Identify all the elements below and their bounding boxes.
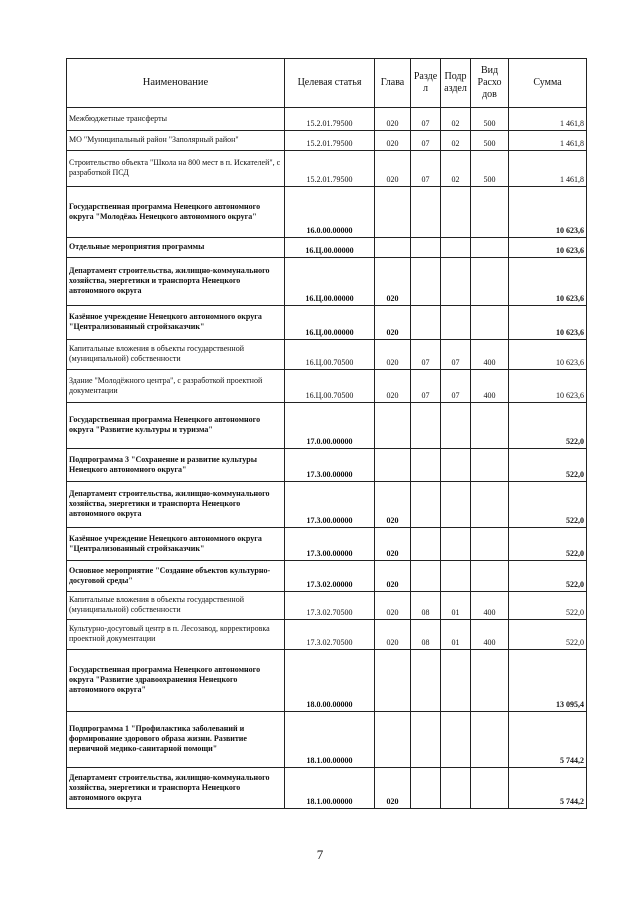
cell-sum: 5 744,2: [509, 768, 587, 809]
cell-subsection: [441, 712, 471, 768]
cell-code: 15.2.01.79500: [285, 151, 375, 187]
cell-section: [411, 712, 441, 768]
cell-subsection: [441, 238, 471, 258]
cell-chapter: [375, 449, 411, 482]
cell-expense-type: 400: [471, 620, 509, 650]
header-chapter: Глава: [375, 59, 411, 108]
table-row: [67, 151, 587, 187]
cell-subsection: [441, 768, 471, 809]
cell-section: 08: [411, 620, 441, 650]
cell-chapter: 020: [375, 131, 411, 151]
cell-code: 16.Ц.00.70500: [285, 340, 375, 370]
cell-sum: 13 095,4: [509, 650, 587, 712]
cell-section: 08: [411, 592, 441, 620]
cell-sum: 1 461,8: [509, 151, 587, 187]
cell-section: [411, 449, 441, 482]
cell-subsection: 01: [441, 620, 471, 650]
cell-code: 15.2.01.79500: [285, 108, 375, 131]
table-row: [67, 370, 587, 403]
cell-name: Казённое учреждение Ненецкого автономного округа "Централизованный стройзаказчик": [67, 306, 285, 340]
cell-expense-type: [471, 650, 509, 712]
cell-name: Государственная программа Ненецкого автономного округа "Развитие здравоохранения Ненецкого автономного округа": [67, 650, 285, 712]
table-header-row: [67, 59, 587, 108]
table-row: [67, 340, 587, 370]
page-number: 7: [316, 847, 324, 862]
cell-subsection: 02: [441, 108, 471, 131]
cell-name: Здание "Молодёжного центра", с разработкой проектной документации: [67, 370, 285, 403]
table-row: [67, 131, 587, 151]
cell-code: 18.1.00.00000: [285, 768, 375, 809]
cell-section: [411, 403, 441, 449]
cell-chapter: 020: [375, 768, 411, 809]
cell-sum: 10 623,6: [509, 238, 587, 258]
cell-sum: 10 623,6: [509, 258, 587, 306]
table-row: [67, 482, 587, 528]
cell-subsection: [441, 306, 471, 340]
cell-code: 17.3.02.70500: [285, 620, 375, 650]
cell-chapter: [375, 403, 411, 449]
cell-subsection: [441, 187, 471, 238]
cell-section: 07: [411, 340, 441, 370]
header-code: Целевая статья: [285, 59, 375, 108]
cell-subsection: [441, 561, 471, 592]
table-row: [67, 768, 587, 809]
cell-chapter: 020: [375, 528, 411, 561]
cell-code: 17.3.02.70500: [285, 592, 375, 620]
cell-sum: 522,0: [509, 592, 587, 620]
cell-subsection: 01: [441, 592, 471, 620]
cell-expense-type: [471, 449, 509, 482]
cell-name: Подпрограмма 3 "Сохранение и развитие культуры Ненецкого автономного округа": [67, 449, 285, 482]
header-name: Наименование: [67, 59, 285, 108]
table-row: [67, 528, 587, 561]
table-row: [67, 187, 587, 238]
cell-expense-type: 500: [471, 108, 509, 131]
cell-expense-type: [471, 528, 509, 561]
cell-code: 16.Ц.00.00000: [285, 238, 375, 258]
cell-sum: 522,0: [509, 482, 587, 528]
cell-section: [411, 482, 441, 528]
cell-code: 16.0.00.00000: [285, 187, 375, 238]
cell-sum: 522,0: [509, 561, 587, 592]
cell-section: [411, 258, 441, 306]
cell-chapter: 020: [375, 151, 411, 187]
cell-name: Межбюджетные трансферты: [67, 108, 285, 131]
cell-section: 07: [411, 108, 441, 131]
budget-table: [66, 58, 587, 809]
cell-name: Отдельные мероприятия программы: [67, 238, 285, 258]
cell-section: [411, 306, 441, 340]
cell-code: 17.0.00.00000: [285, 403, 375, 449]
cell-sum: 522,0: [509, 403, 587, 449]
cell-name: Капитальные вложения в объекты государственной (муниципальной) собственности: [67, 592, 285, 620]
cell-expense-type: 400: [471, 340, 509, 370]
cell-chapter: 020: [375, 340, 411, 370]
cell-chapter: 020: [375, 561, 411, 592]
cell-name: Культурно-досуговый центр в п. Лесозавод, корректировка проектной документации: [67, 620, 285, 650]
cell-section: [411, 187, 441, 238]
cell-section: 07: [411, 370, 441, 403]
cell-sum: 522,0: [509, 528, 587, 561]
table-row: [67, 592, 587, 620]
cell-expense-type: [471, 258, 509, 306]
cell-sum: 1 461,8: [509, 131, 587, 151]
cell-chapter: [375, 187, 411, 238]
cell-name: Департамент строительства, жилищно-коммунального хозяйства, энергетики и транспорта Ненецкого автономного округа: [67, 258, 285, 306]
cell-expense-type: [471, 482, 509, 528]
cell-expense-type: [471, 306, 509, 340]
cell-expense-type: 400: [471, 592, 509, 620]
cell-name: Государственная программа Ненецкого автономного округа "Молодёжь Ненецкого автономного округа": [67, 187, 285, 238]
cell-expense-type: [471, 403, 509, 449]
cell-sum: 10 623,6: [509, 370, 587, 403]
cell-name: Казённое учреждение Ненецкого автономного округа "Централизованный стройзаказчик": [67, 528, 285, 561]
table-row: [67, 650, 587, 712]
cell-subsection: [441, 482, 471, 528]
cell-sum: 10 623,6: [509, 306, 587, 340]
cell-subsection: 07: [441, 340, 471, 370]
table-row: [67, 403, 587, 449]
cell-name: Государственная программа Ненецкого автономного округа "Развитие культуры и туризма": [67, 403, 285, 449]
cell-name: Департамент строительства, жилищно-коммунального хозяйства, энергетики и транспорта Ненецкого автономного округа: [67, 768, 285, 809]
cell-subsection: [441, 449, 471, 482]
table-row: [67, 258, 587, 306]
cell-expense-type: [471, 768, 509, 809]
table-row: [67, 712, 587, 768]
cell-code: 17.3.00.00000: [285, 449, 375, 482]
cell-code: 17.3.02.00000: [285, 561, 375, 592]
cell-subsection: 02: [441, 131, 471, 151]
cell-expense-type: 500: [471, 131, 509, 151]
cell-expense-type: 500: [471, 151, 509, 187]
cell-sum: 522,0: [509, 620, 587, 650]
cell-code: 17.3.00.00000: [285, 528, 375, 561]
cell-name: Основное мероприятие "Создание объектов культурно-досуговой среды": [67, 561, 285, 592]
header-subsection: Подр аздел: [441, 59, 471, 108]
table-row: [67, 238, 587, 258]
cell-name: Строительство объекта "Школа на 800 мест в п. Искателей", с разработкой ПСД: [67, 151, 285, 187]
cell-chapter: 020: [375, 482, 411, 528]
cell-chapter: 020: [375, 306, 411, 340]
cell-chapter: [375, 712, 411, 768]
cell-section: [411, 561, 441, 592]
cell-subsection: 02: [441, 151, 471, 187]
cell-chapter: 020: [375, 258, 411, 306]
cell-section: 07: [411, 131, 441, 151]
cell-subsection: [441, 403, 471, 449]
cell-section: [411, 528, 441, 561]
cell-sum: 5 744,2: [509, 712, 587, 768]
cell-sum: 10 623,6: [509, 340, 587, 370]
table-row: [67, 306, 587, 340]
cell-chapter: [375, 238, 411, 258]
cell-chapter: 020: [375, 620, 411, 650]
cell-code: 17.3.00.00000: [285, 482, 375, 528]
cell-code: 16.Ц.00.00000: [285, 306, 375, 340]
cell-code: 16.Ц.00.00000: [285, 258, 375, 306]
cell-expense-type: [471, 712, 509, 768]
header-section: Разде л: [411, 59, 441, 108]
cell-chapter: 020: [375, 108, 411, 131]
cell-subsection: 07: [441, 370, 471, 403]
cell-section: [411, 768, 441, 809]
cell-sum: 522,0: [509, 449, 587, 482]
cell-subsection: [441, 258, 471, 306]
cell-expense-type: [471, 238, 509, 258]
table-row: [67, 449, 587, 482]
cell-code: 15.2.01.79500: [285, 131, 375, 151]
header-expense-type: Вид Расхо дов: [471, 59, 509, 108]
cell-expense-type: 400: [471, 370, 509, 403]
cell-name: Подпрограмма 1 "Профилактика заболеваний и формирование здорового образа жизни. Развитие первичной медико-санитарной помощи": [67, 712, 285, 768]
cell-code: 16.Ц.00.70500: [285, 370, 375, 403]
cell-section: [411, 238, 441, 258]
cell-chapter: [375, 650, 411, 712]
cell-expense-type: [471, 187, 509, 238]
cell-name: Департамент строительства, жилищно-коммунального хозяйства, энергетики и транспорта Ненецкого автономного округа: [67, 482, 285, 528]
cell-code: 18.0.00.00000: [285, 650, 375, 712]
cell-expense-type: [471, 561, 509, 592]
cell-chapter: 020: [375, 592, 411, 620]
table-row: [67, 561, 587, 592]
header-sum: Сумма: [509, 59, 587, 108]
cell-sum: 10 623,6: [509, 187, 587, 238]
cell-subsection: [441, 650, 471, 712]
cell-code: 18.1.00.00000: [285, 712, 375, 768]
cell-name: Капитальные вложения в объекты государственной (муниципальной) собственности: [67, 340, 285, 370]
cell-name: МО "Муниципальный район "Заполярный район": [67, 131, 285, 151]
cell-chapter: 020: [375, 370, 411, 403]
table-row: [67, 620, 587, 650]
cell-section: 07: [411, 151, 441, 187]
cell-subsection: [441, 528, 471, 561]
cell-sum: 1 461,8: [509, 108, 587, 131]
table-row: [67, 108, 587, 131]
cell-section: [411, 650, 441, 712]
